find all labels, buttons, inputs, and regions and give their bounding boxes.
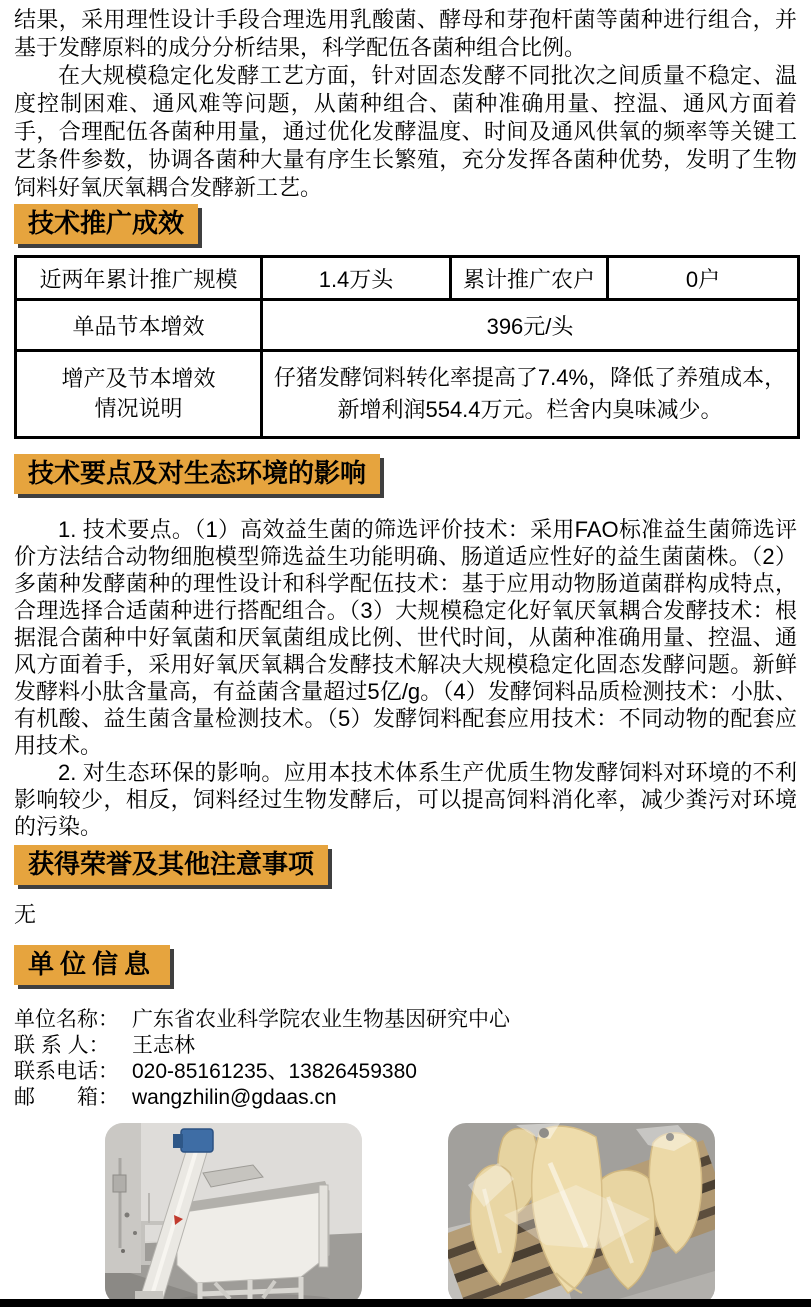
promotion-table (14, 255, 800, 439)
contact-person-row (14, 1033, 797, 1059)
contact-person-label: 联 系 人： (14, 1034, 110, 1057)
email-label: 邮 箱： (14, 1086, 119, 1109)
promotion-farmers-value: 0户 (608, 257, 799, 300)
benefit-label-line2: 情况说明 (94, 396, 183, 421)
intro-paragraph-1: 结果，采用理性设计手段合理选用乳酸菌、酵母和芽孢杆菌等菌种进行组合，并基于发酵原料的成分分析结果，科学配伍各菌种组合比例。 (14, 7, 797, 60)
saving-label: 单品节本增效 (16, 300, 262, 351)
email-row (14, 1085, 797, 1111)
key-points-paragraph-1: 1. 技术要点。（1）高效益生菌的筛选评价技术：采用FAO标准益生菌筛选评价方法结合动物细胞模型筛选益生功能明确、肠道适应性好的益生菌菌株。（2）多菌种发酵菌种的理性设计和科学配伍技术：基于应用动物肠道菌群构成特点，合理选择合适菌种进行搭配组合。（3）大规模稳定化好氧厌氧耦合发酵技术：根据混合菌种中好氧菌和厌氧菌组成比例、世代时间，从菌种准确用量、控温、通风方面着手，采用好氧厌氧耦合发酵技术解决大规模稳定化固态发酵问题。新鲜发酵料小肽含量高，有益菌含量超过5亿/g。（4）发酵饲料品质检测技术：小肽、有机酸、益生菌含量检测技术。（5）发酵饲料配套应用技术：不同动物的配套应用技术。 (14, 517, 797, 758)
photo-feed-bags (448, 1123, 715, 1305)
promotion-scale-value: 1.4万头 (262, 257, 451, 300)
photo-feed-mixer (105, 1123, 362, 1305)
benefit-label-line1: 增产及节本增效 (61, 366, 216, 391)
intro-paragraph-2: 在大规模稳定化发酵工艺方面，针对固态发酵不同批次之间质量不稳定、温度控制困难、通风难等问题，从菌种组合、菌种准确用量、控温、通风方面着手，合理配伍各菌种用量，通过优化发酵温度、时间及通风供氧的频率等关键工艺条件参数，协调各菌种大量有序生长繁殖，充分发挥各菌种优势，发明了生物饲料好氧厌氧耦合发酵新工艺。 (14, 63, 797, 200)
section-title-promotion: 技术推广成效 (14, 204, 198, 244)
benefit-description-value: 仔猪发酵饲料转化率提高了7.4%，降低了养殖成本，新增利润554.4万元。栏舍内臭味减少。 (262, 351, 799, 438)
unit-info-block (14, 1007, 797, 1111)
key-points-paragraph-2: 2. 对生态环保的影响。应用本技术体系生产优质生物发酵饲料对环境的不利影响较少，相反，饲料经过生物发酵后，可以提高饲料消化率，减少粪污对环境的污染。 (14, 760, 797, 839)
table-row (16, 351, 799, 438)
unit-name-label: 单位名称： (14, 1008, 119, 1031)
contact-phone-row (14, 1059, 797, 1085)
table-row (16, 257, 799, 300)
page-footer-bar (0, 1299, 811, 1307)
section-title-unit-info: 单位信息 (14, 945, 170, 985)
saving-value: 396元/头 (262, 300, 799, 351)
contact-person-value: 王志林 (132, 1034, 195, 1057)
benefit-description-label (16, 351, 262, 438)
email-value: wangzhilin@gdaas.cn (132, 1086, 337, 1109)
section-title-honors: 获得荣誉及其他注意事项 (14, 845, 328, 885)
unit-name-value: 广东省农业科学院农业生物基因研究中心 (132, 1008, 510, 1031)
promotion-farmers-label: 累计推广农户 (451, 257, 608, 300)
honors-content: 无 (14, 902, 37, 927)
section-title-key-points: 技术要点及对生态环境的影响 (14, 454, 380, 494)
unit-name-row (14, 1007, 797, 1033)
table-row (16, 300, 799, 351)
contact-phone-value: 020-85161235、13826459380 (132, 1060, 417, 1083)
promotion-scale-label: 近两年累计推广规模 (16, 257, 262, 300)
contact-phone-label: 联系电话： (14, 1060, 119, 1083)
photo-strip (14, 1123, 797, 1305)
